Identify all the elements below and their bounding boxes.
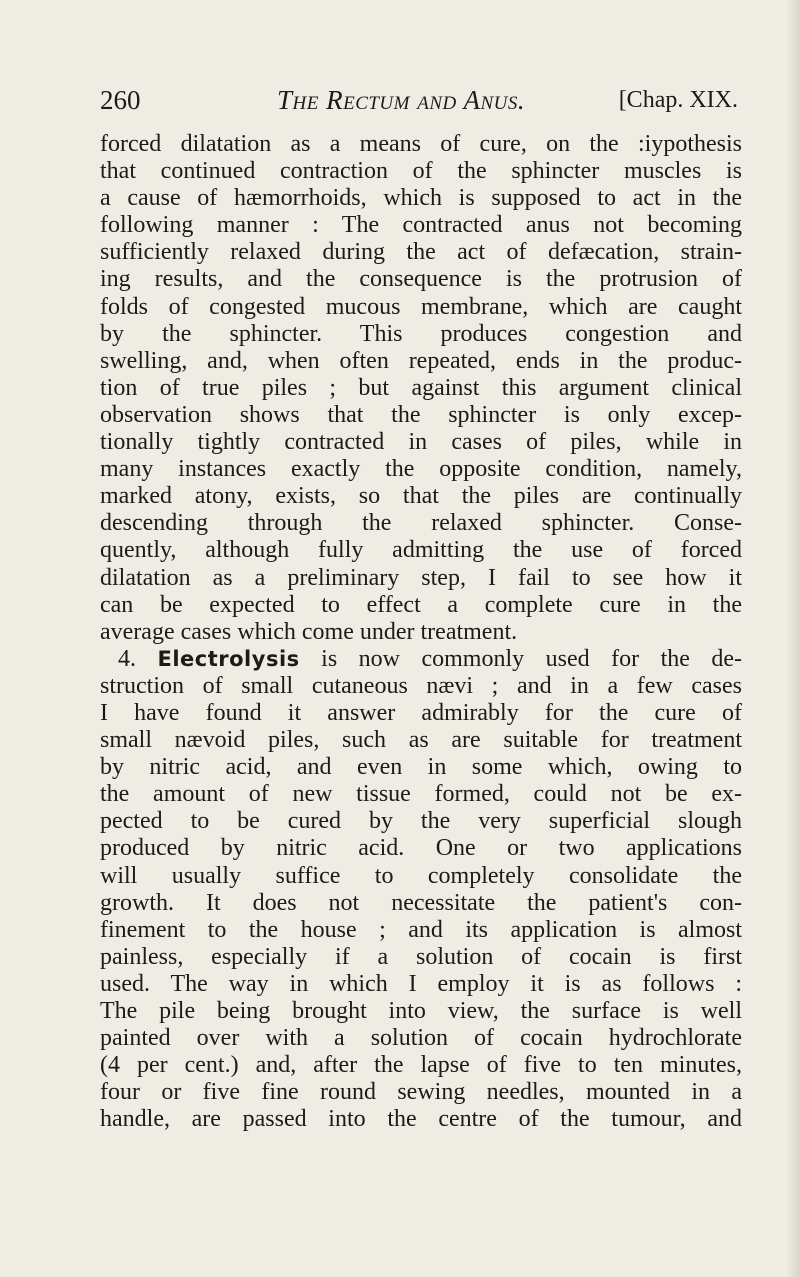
text-line: average cases which come under treatment. (100, 618, 518, 645)
text-line: finement to the house ; and its application is almost (100, 916, 742, 943)
text-line: handle, are passed into the centre of the tumour, and (100, 1106, 742, 1133)
paragraph-dilatation (100, 131, 742, 646)
text-line: can be expected to effect a complete cure in the (100, 591, 742, 618)
text-line: the amount of new tissue formed, could not be ex- (100, 781, 742, 808)
text-line: painless, especially if a solution of cocain is first (100, 943, 742, 970)
section-first-line (100, 646, 742, 673)
page-edge-shadow (786, 0, 800, 1277)
section-heading: Electrolysis (157, 646, 300, 671)
running-title: The Rectum and Anus. (277, 85, 526, 115)
paragraph-electrolysis (100, 646, 742, 1134)
text-line: The pile being brought into view, the surface is well (100, 998, 742, 1024)
text-line: struction of small cutaneous nævi ; and in a few cases (100, 672, 742, 699)
text-line: by the sphincter. This produces congestion and (100, 320, 742, 347)
text-line: forced dilatation as a means of cure, on the :iypothesis (100, 131, 742, 157)
text-line: growth. It does not necessitate the patient's con- (100, 889, 742, 916)
text-line: tionally tightly contracted in cases of piles, while in (100, 429, 742, 456)
text-line: will usually suffice to completely consolidate the (100, 862, 742, 889)
text-line: produced by nitric acid. One or two applications (100, 835, 742, 862)
text-line: four or five fine round sewing needles, mounted in a (100, 1079, 742, 1106)
text-line: small nævoid piles, such as are suitable for treatment (100, 727, 742, 754)
text-line: observation shows that the sphincter is only excep- (100, 401, 742, 428)
text-line: tion of true piles ; but against this argument clinical (100, 374, 742, 401)
text-line: descending through the relaxed sphincter. Conse- (100, 510, 742, 537)
text-line: swelling, and, when often repeated, ends in the produc- (100, 347, 742, 374)
text-line: by nitric acid, and even in some which, owing to (100, 754, 742, 781)
text-line: following manner : The contracted anus not becoming (100, 212, 742, 239)
section-first-line-text: is now commonly used for the de- (321, 645, 743, 672)
chapter-reference: [Chap. XIX. (618, 87, 738, 113)
text-line: I have found it answer admirably for the cure of (100, 699, 742, 726)
text-line: dilatation as a preliminary step, I fail to see how it (100, 564, 742, 591)
text-line: sufficiently relaxed during the act of defæcation, strain- (100, 239, 742, 266)
text-line: a cause of hæmorrhoids, which is supposed to act in the (100, 185, 742, 212)
text-line: quently, although fully admitting the use of forced (100, 537, 742, 564)
text-line: pected to be cured by the very superficial slough (100, 808, 742, 835)
page-number: 260 (100, 85, 141, 115)
text-line: ing results, and the consequence is the protrusion of (100, 266, 742, 293)
section-number: 4. (118, 645, 136, 672)
text-line: many instances exactly the opposite condition, namely, (100, 456, 742, 483)
text-line: marked atony, exists, so that the piles are continually (100, 483, 742, 510)
body-text (100, 131, 742, 1133)
text-line: folds of congested mucous membrane, which are caught (100, 293, 742, 320)
text-line: (4 per cent.) and, after the lapse of five to ten minutes, (100, 1052, 742, 1079)
text-line: that continued contraction of the sphincter muscles is (100, 158, 742, 185)
text-line: painted over with a solution of cocain hydrochlorate (100, 1025, 742, 1052)
running-head (100, 83, 738, 117)
text-line: used. The way in which I employ it is as follows : (100, 970, 742, 997)
